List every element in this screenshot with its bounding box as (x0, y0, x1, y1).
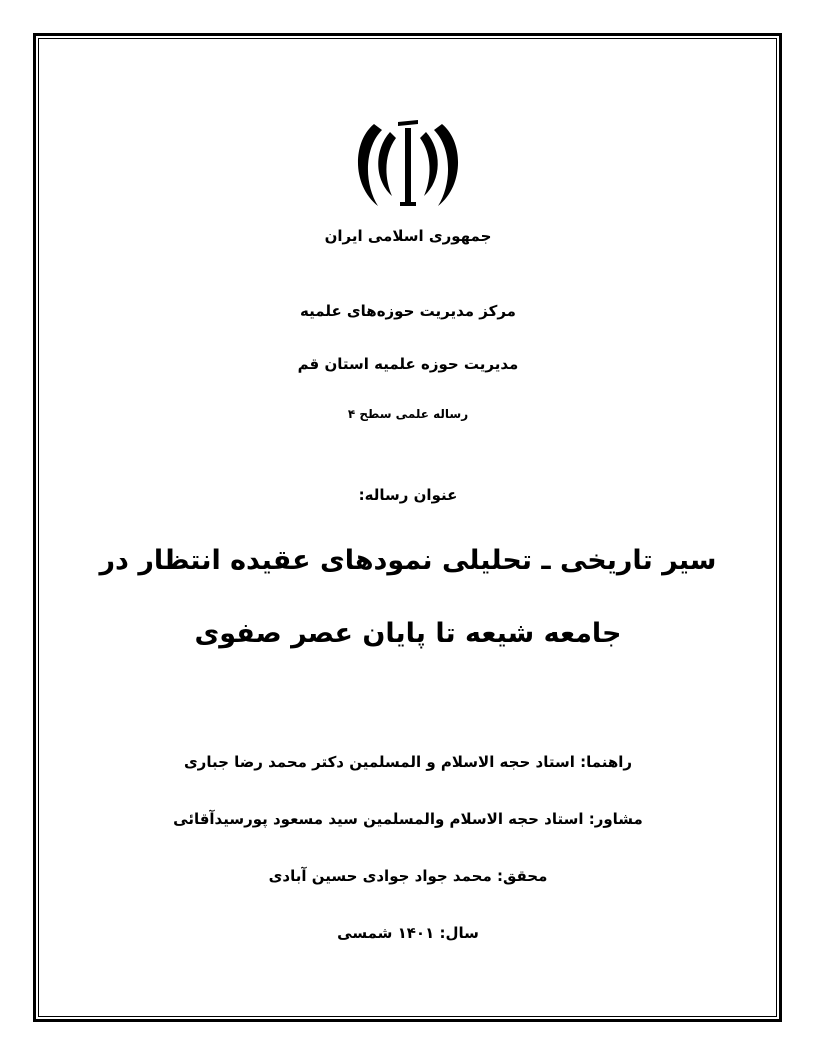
thesis-year: سال: ۱۴۰۱ شمسی (337, 924, 479, 942)
consultant-credit: مشاور: استاد حجه الاسلام والمسلمین سید مسعود پورسیدآقائی (173, 810, 643, 828)
researcher-credit: محقق: محمد جواد جوادی حسین آبادی (268, 867, 548, 885)
thesis-title-line-1: سیر تاریخی ـ تحلیلی نمودهای عقیده انتظار در (99, 545, 717, 576)
thesis-title-line-2: جامعه شیعه تا پایان عصر صفوی (194, 618, 622, 649)
emblem-caption: جمهوری اسلامی ایران (324, 227, 492, 245)
thesis-title-label: عنوان رساله: (358, 486, 458, 504)
iran-emblem-icon (352, 118, 464, 218)
sub-organization-name: مدیریت حوزه علمیه استان قم (297, 355, 519, 373)
organization-name: مرکز مدیریت حوزه‌های علمیه (300, 302, 516, 320)
thesis-level: رساله علمی سطح ۴ (347, 407, 469, 421)
advisor-credit: راهنما: استاد حجه الاسلام و المسلمین دکتر محمد رضا جباری (183, 753, 633, 771)
